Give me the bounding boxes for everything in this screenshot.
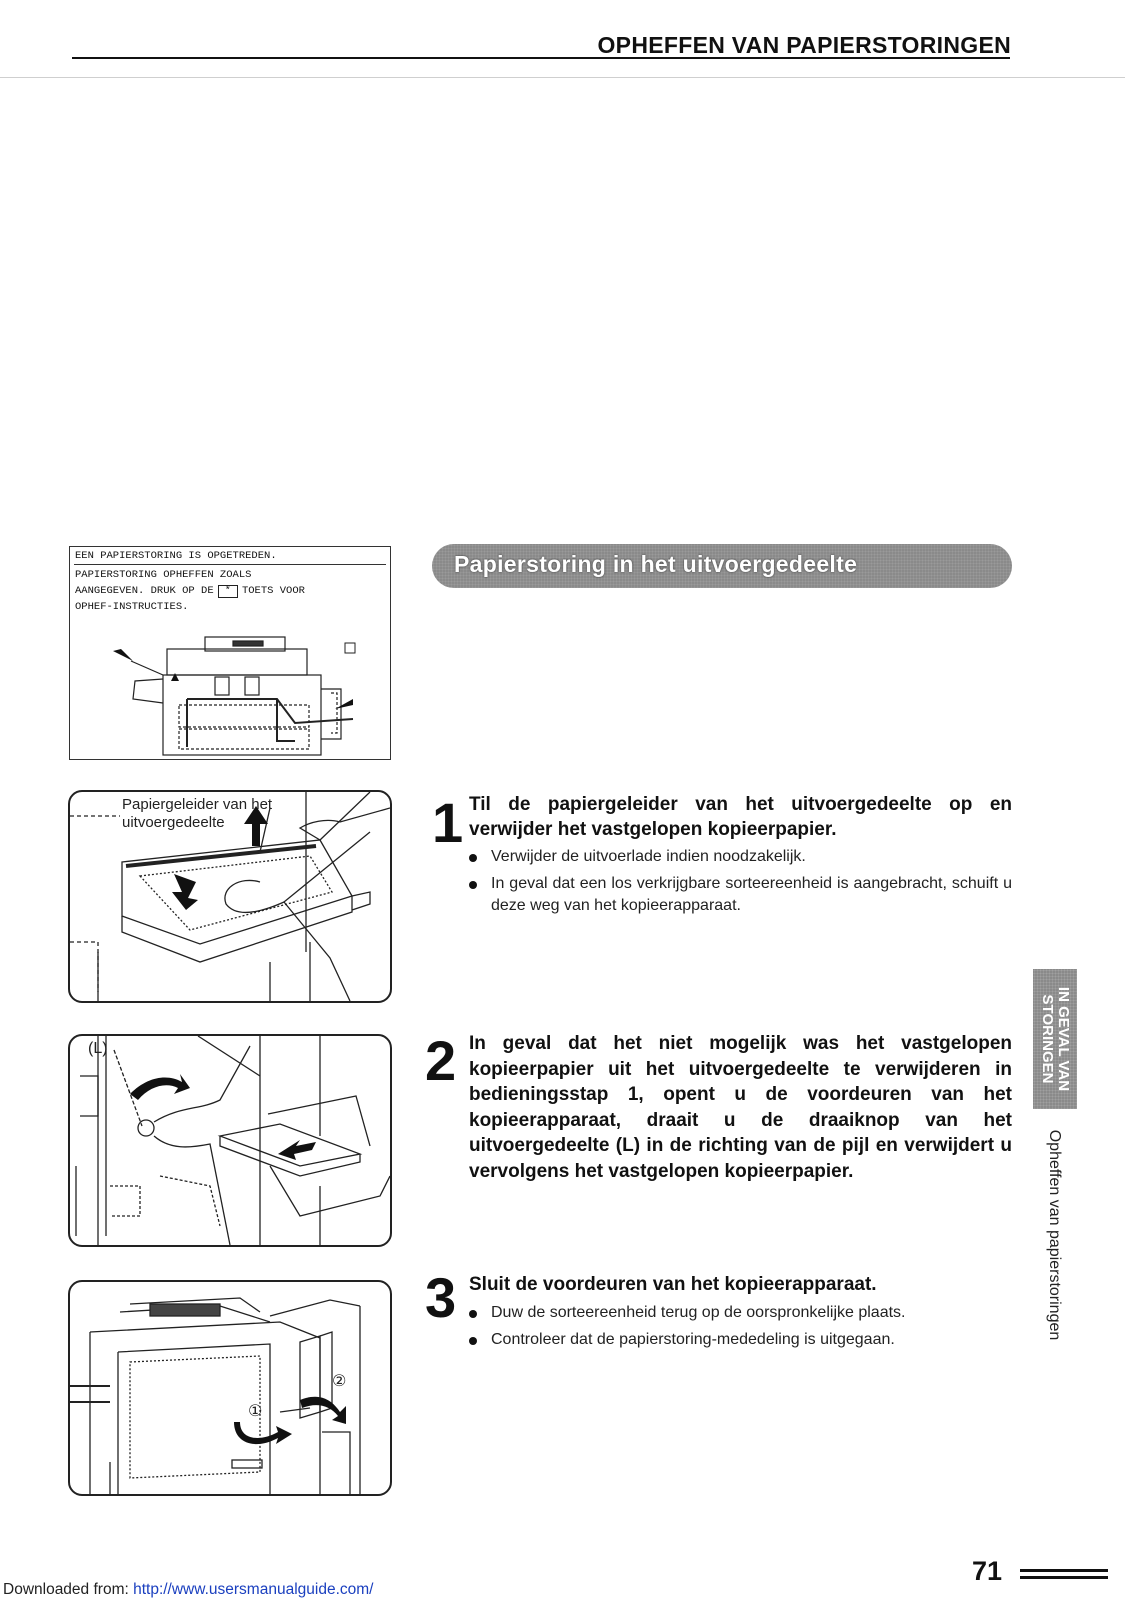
page-number: 71 (972, 1556, 1003, 1586)
callout-2: ② (332, 1371, 347, 1390)
bullet-text: Verwijder de uitvoerlade indien noodzakelijk. (491, 848, 806, 865)
chapter-tab-line: IN GEVAL VAN (1055, 986, 1072, 1092)
step-heading: Sluit de voordeuren van het kopieerapparaat. (469, 1274, 877, 1295)
lcd-text: AANGEGEVEN. DRUK OP DE (75, 585, 214, 597)
download-footer (3, 1581, 373, 1599)
lcd-message-line (75, 585, 305, 598)
bullet-icon (469, 1310, 477, 1318)
page-title: OPHEFFEN VAN PAPIERSTORINGEN (597, 32, 1011, 58)
step-heading: Til de papiergeleider van het uitvoergedeelte op en verwijder het vastgelopen kopieerpapier. (469, 794, 1012, 840)
step-bullet (469, 1329, 1012, 1351)
section-banner (432, 544, 1012, 588)
lcd-separator (74, 564, 386, 565)
source-link[interactable]: http://www.usersmanualguide.com/ (133, 1581, 374, 1598)
knob-illustration (68, 1034, 392, 1247)
bullet-icon (469, 881, 477, 889)
chapter-tab-label (1039, 987, 1071, 1091)
page-number-rule (1020, 1576, 1108, 1579)
label-line: uitvoergedeelte (122, 814, 225, 831)
step-number: 1 (432, 791, 464, 854)
lcd-message-panel (69, 546, 391, 760)
bullet-text: In geval dat een los verkrijgbare sorteereenheid is aangebracht, schuift u deze weg van het kopieerapparaat. (491, 875, 1012, 914)
callout-1: ① (248, 1401, 263, 1420)
chapter-tab-line: STORINGEN (1039, 994, 1056, 1084)
copier-front-drawing (70, 1282, 390, 1494)
illustration-label (122, 796, 272, 832)
label-line: Papiergeleider van het (122, 796, 273, 813)
step-number: 3 (425, 1266, 457, 1329)
chapter-subtitle: Opheffen van papierstoringen (1046, 1129, 1063, 1341)
step-bullet (469, 846, 1012, 868)
exit-knob-drawing (70, 1036, 390, 1245)
chapter-tab (1033, 969, 1077, 1109)
page-number-rule (1020, 1569, 1108, 1572)
paper-guide-illustration (68, 790, 392, 1003)
lcd-message-line: OPHEF-INSTRUCTIES. (75, 601, 189, 613)
step-heading: In geval dat het niet mogelijk was het vastgelopen kopieerpapier uit het uitvoergedeelte te verwijderen in bedieningsstap 1, opent u de voordeuren van het kopieerapparaat, draait u de draaiknop van het uitvoergedeelte (L) in de richting van de pijl en verwijdert u vervolgens het vastgelopen kopieerpapier. (469, 1033, 1012, 1182)
bullet-text: Controleer dat de papierstoring-mededeling is uitgegaan. (491, 1331, 895, 1348)
bullet-text: Duw de sorteereenheid terug op de oorspronkelijke plaats. (491, 1304, 906, 1321)
close-doors-illustration (68, 1280, 392, 1496)
lcd-message-line: EEN PAPIERSTORING IS OPGETREDEN. (75, 550, 277, 562)
knob-callout: (L) (88, 1040, 108, 1057)
step-bullet (469, 1302, 1012, 1324)
copier-diagram (105, 629, 375, 757)
footer-prefix: Downloaded from: (3, 1581, 134, 1598)
bullet-icon (469, 1337, 477, 1345)
step-number: 2 (425, 1029, 457, 1092)
bullet-icon (469, 854, 477, 862)
lcd-text: TOETS VOOR (241, 585, 305, 597)
lcd-message-line: PAPIERSTORING OPHEFFEN ZOALS (75, 569, 252, 581)
header-divider (0, 77, 1125, 78)
section-title: Papierstoring in het uitvoergedeelte (454, 551, 858, 577)
step-bullet (469, 873, 1012, 917)
asterisk-key-icon: * (218, 585, 238, 598)
